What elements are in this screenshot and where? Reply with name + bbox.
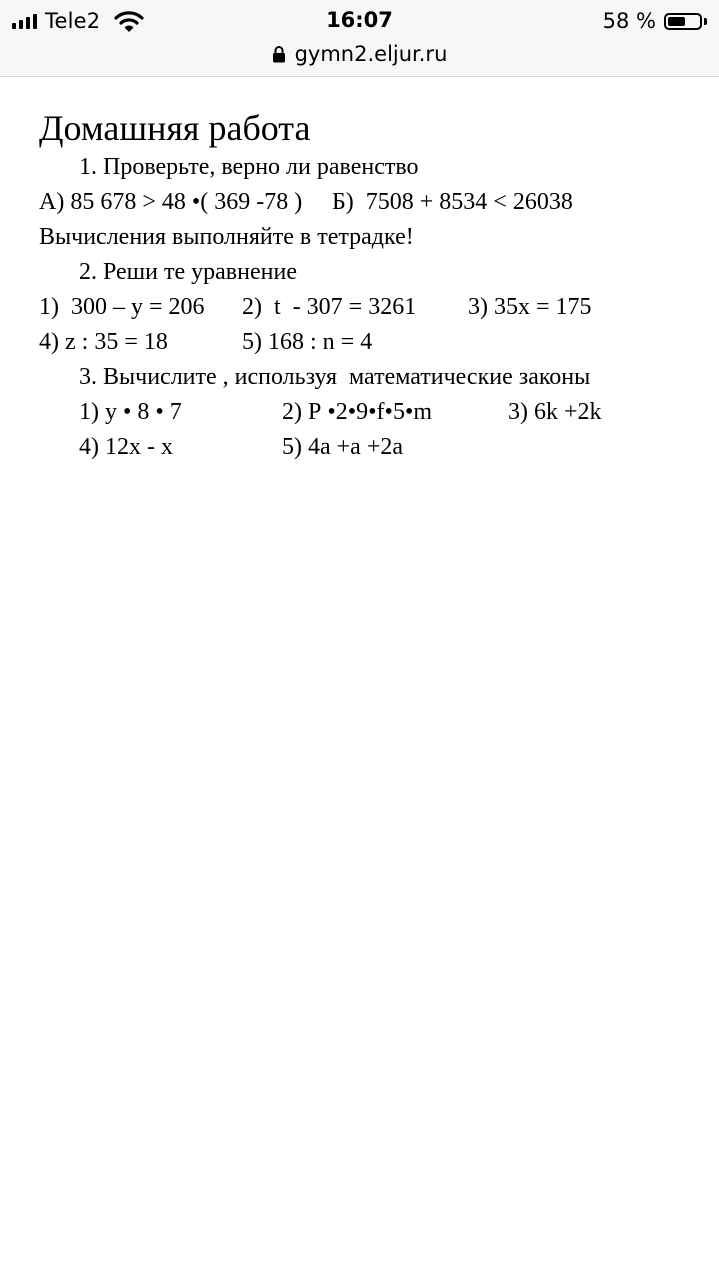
task1-item-a: А) 85 678 > 48 •( 369 -78 )	[39, 189, 303, 215]
battery-icon	[664, 13, 702, 30]
status-clock: 16:07	[326, 8, 393, 32]
task3-heading: 3. Вычислите , используя математические законы	[79, 364, 591, 390]
task1-heading: 1. Проверьте, верно ли равенство	[79, 154, 419, 180]
url-text[interactable]: gymn2.eljur.ru	[294, 42, 448, 66]
task3-item: 4) 12х - х	[79, 434, 173, 460]
task2-item: 3) 35х = 175	[468, 294, 592, 320]
task2-item: 2) t - 307 = 3261	[242, 294, 417, 320]
task2-item: 1) 300 – у = 206	[39, 294, 205, 320]
battery-tip	[704, 18, 707, 25]
battery-group	[603, 8, 707, 34]
task1-expressions-line	[39, 185, 699, 220]
task2-heading-line	[39, 255, 699, 290]
task3-item: 5) 4а +а +2а	[282, 434, 404, 460]
task1-note-line	[39, 220, 699, 255]
task2-item: 5) 168 : n = 4	[242, 329, 373, 355]
task3-item: 3) 6k +2k	[508, 399, 602, 425]
lock-icon	[272, 45, 286, 63]
battery-level	[668, 17, 685, 26]
task2-heading: 2. Реши те уравнение	[79, 259, 297, 285]
task3-row-1	[39, 395, 699, 430]
task3-heading-line	[39, 360, 699, 395]
task3-item: 2) Р •2•9•f•5•m	[282, 399, 433, 425]
browser-status-bar	[0, 0, 719, 77]
homework-document	[39, 106, 699, 465]
task2-item: 4) z : 35 = 18	[39, 329, 168, 355]
task3-item: 1) у • 8 • 7	[79, 399, 182, 425]
address-bar[interactable]	[0, 40, 719, 68]
task1-note: Вычисления выполняйте в тетрадке!	[39, 224, 414, 250]
task2-row-2	[39, 325, 699, 360]
task3-row-2	[39, 430, 699, 465]
task1-heading-line	[39, 150, 699, 185]
battery-percent: 58 %	[602, 9, 656, 33]
page-title: Домашняя работа	[39, 108, 311, 148]
task2-row-1	[39, 290, 699, 325]
task1-item-b: Б) 7508 + 8534 < 26038	[332, 189, 573, 215]
carrier-name: Tele2	[45, 9, 101, 33]
